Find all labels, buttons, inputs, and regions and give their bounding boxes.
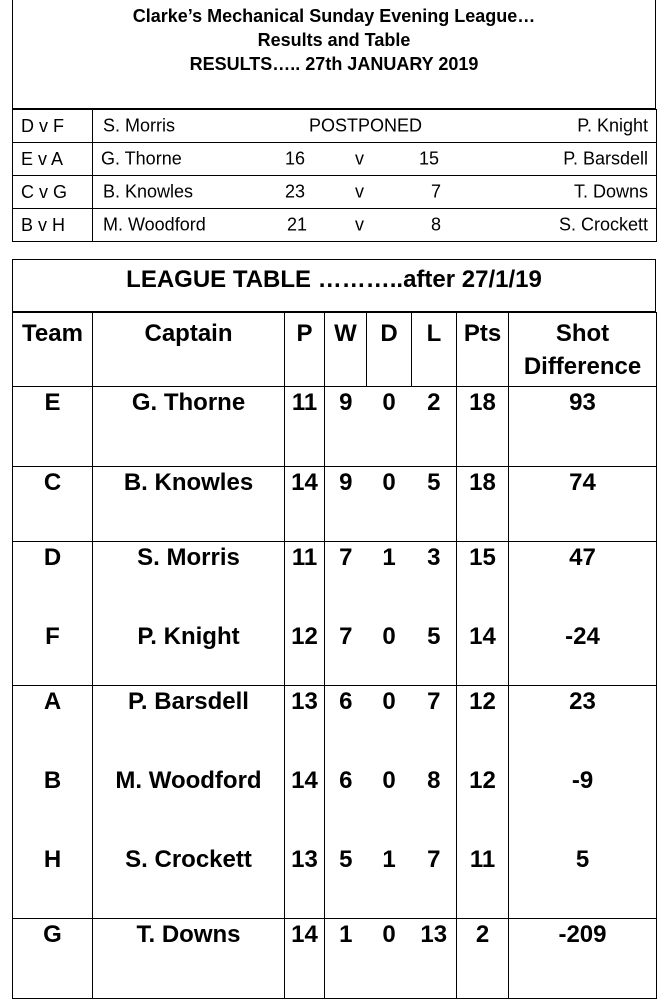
league-team: B bbox=[13, 765, 93, 844]
league-row bbox=[13, 686, 657, 766]
result-match: B v H bbox=[13, 209, 93, 242]
result-home-captain: M. Woodford bbox=[103, 214, 206, 235]
league-row bbox=[13, 467, 657, 542]
result-postponed: POSTPONED bbox=[309, 115, 423, 136]
league-lost: 13 bbox=[412, 919, 457, 999]
league-drawn: 0 bbox=[367, 467, 412, 542]
result-row bbox=[13, 209, 657, 242]
result-away-score: 7 bbox=[431, 181, 442, 202]
result-row bbox=[13, 110, 657, 143]
league-drawn: 0 bbox=[367, 387, 412, 467]
league-shot-difference: 5 bbox=[509, 844, 657, 919]
document-header bbox=[12, 0, 656, 109]
league-points: 18 bbox=[457, 387, 509, 467]
league-points: 2 bbox=[457, 919, 509, 999]
result-row bbox=[13, 176, 657, 209]
result-home-captain: S. Morris bbox=[103, 115, 175, 136]
league-played: 14 bbox=[285, 467, 325, 542]
league-table bbox=[12, 312, 657, 999]
result-away-captain: P. Knight bbox=[577, 115, 648, 136]
league-team: E bbox=[13, 387, 93, 467]
result-away-captain: P. Barsdell bbox=[563, 148, 648, 169]
league-drawn: 1 bbox=[382, 846, 396, 873]
league-lost: 3 bbox=[412, 542, 457, 622]
league-drawn: 0 bbox=[367, 686, 412, 766]
league-captain: G. Thorne bbox=[93, 387, 285, 467]
result-match: C v G bbox=[13, 176, 93, 209]
league-won: 7 bbox=[325, 542, 367, 622]
league-team: A bbox=[13, 686, 93, 766]
league-shot-difference: -24 bbox=[509, 621, 657, 686]
league-team: G bbox=[13, 919, 93, 999]
league-captain: M. Woodford bbox=[93, 765, 285, 844]
league-row bbox=[13, 765, 657, 844]
league-played: 14 bbox=[285, 765, 325, 844]
league-row bbox=[13, 844, 657, 919]
league-shot-difference: -9 bbox=[509, 765, 657, 844]
league-won: 1 bbox=[325, 919, 367, 999]
league-won: 9 bbox=[325, 387, 367, 467]
league-row bbox=[13, 919, 657, 999]
league-team: F bbox=[13, 621, 93, 686]
league-row bbox=[13, 621, 657, 686]
league-played: 12 bbox=[285, 621, 325, 686]
league-points: 12 bbox=[457, 765, 509, 844]
league-lost: 7 bbox=[412, 686, 457, 766]
league-played: 13 bbox=[285, 686, 325, 766]
league-lost: 8 bbox=[412, 765, 457, 844]
document-subtitle: Results and Table bbox=[257, 30, 411, 50]
league-shot-difference: 74 bbox=[509, 467, 657, 542]
league-shot-difference: 47 bbox=[509, 542, 657, 622]
result-home-score: 16 bbox=[285, 148, 306, 169]
league-shot-difference: 93 bbox=[509, 387, 657, 467]
result-row bbox=[13, 143, 657, 176]
league-played: 14 bbox=[285, 919, 325, 999]
result-away-score: 15 bbox=[419, 148, 440, 169]
league-points: 12 bbox=[457, 686, 509, 766]
col-team: Team bbox=[13, 313, 93, 387]
league-table-title: LEAGUE TABLE ………..after 27/1/19 bbox=[12, 259, 656, 312]
col-points: Pts bbox=[457, 313, 509, 387]
league-row bbox=[13, 542, 657, 622]
result-home-captain: B. Knowles bbox=[103, 181, 194, 202]
col-played: P bbox=[285, 313, 325, 387]
league-header-row bbox=[13, 313, 657, 387]
league-drawn: 0 bbox=[382, 623, 396, 650]
league-lost: 5 bbox=[412, 467, 457, 542]
results-date-title: RESULTS….. 27th JANUARY 2019 bbox=[189, 54, 479, 74]
league-drawn: 0 bbox=[382, 767, 396, 794]
league-captain: B. Knowles bbox=[93, 467, 285, 542]
result-away-captain: S. Crockett bbox=[558, 214, 648, 235]
result-away-score: 8 bbox=[431, 214, 442, 235]
league-played: 11 bbox=[285, 542, 325, 622]
col-drawn: D bbox=[367, 313, 412, 387]
league-won: 7 bbox=[325, 621, 367, 686]
league-points: 11 bbox=[457, 844, 509, 919]
league-lost: 2 bbox=[412, 387, 457, 467]
result-match: D v F bbox=[13, 110, 93, 143]
league-team: C bbox=[13, 467, 93, 542]
result-home-captain: G. Thorne bbox=[101, 148, 182, 169]
result-versus: v bbox=[355, 214, 364, 235]
league-points: 15 bbox=[457, 542, 509, 622]
league-team: D bbox=[13, 542, 93, 622]
league-captain: P. Barsdell bbox=[93, 686, 285, 766]
league-captain: T. Downs bbox=[93, 919, 285, 999]
league-played: 13 bbox=[285, 844, 325, 919]
result-home-score: 21 bbox=[287, 214, 308, 235]
col-captain: Captain bbox=[93, 313, 285, 387]
league-won: 9 bbox=[325, 467, 367, 542]
league-name: Clarke’s Mechanical Sunday Evening League… bbox=[132, 6, 536, 26]
league-team: H bbox=[13, 844, 93, 919]
league-captain: P. Knight bbox=[93, 621, 285, 686]
league-points: 18 bbox=[457, 467, 509, 542]
league-won: 5 bbox=[325, 844, 367, 919]
league-played: 11 bbox=[285, 387, 325, 467]
league-won: 6 bbox=[325, 686, 367, 766]
league-captain: S. Morris bbox=[93, 542, 285, 622]
results-table bbox=[12, 109, 657, 242]
result-away-captain: T. Downs bbox=[573, 181, 648, 202]
league-won: 6 bbox=[325, 765, 367, 844]
league-captain: S. Crockett bbox=[93, 844, 285, 919]
result-match: E v A bbox=[13, 143, 93, 176]
result-versus: v bbox=[355, 181, 364, 202]
league-shot-difference: 23 bbox=[509, 686, 657, 766]
result-versus: v bbox=[355, 148, 364, 169]
league-lost: 5 bbox=[412, 621, 457, 686]
league-shot-difference: -209 bbox=[509, 919, 657, 999]
col-lost: L bbox=[412, 313, 457, 387]
col-shot-difference: Shot Difference bbox=[509, 313, 657, 387]
result-home-score: 23 bbox=[285, 181, 306, 202]
league-lost: 7 bbox=[412, 844, 457, 919]
league-row bbox=[13, 387, 657, 467]
league-drawn: 0 bbox=[367, 919, 412, 999]
league-drawn: 1 bbox=[367, 542, 412, 622]
league-points: 14 bbox=[457, 621, 509, 686]
col-won: W bbox=[325, 313, 367, 387]
